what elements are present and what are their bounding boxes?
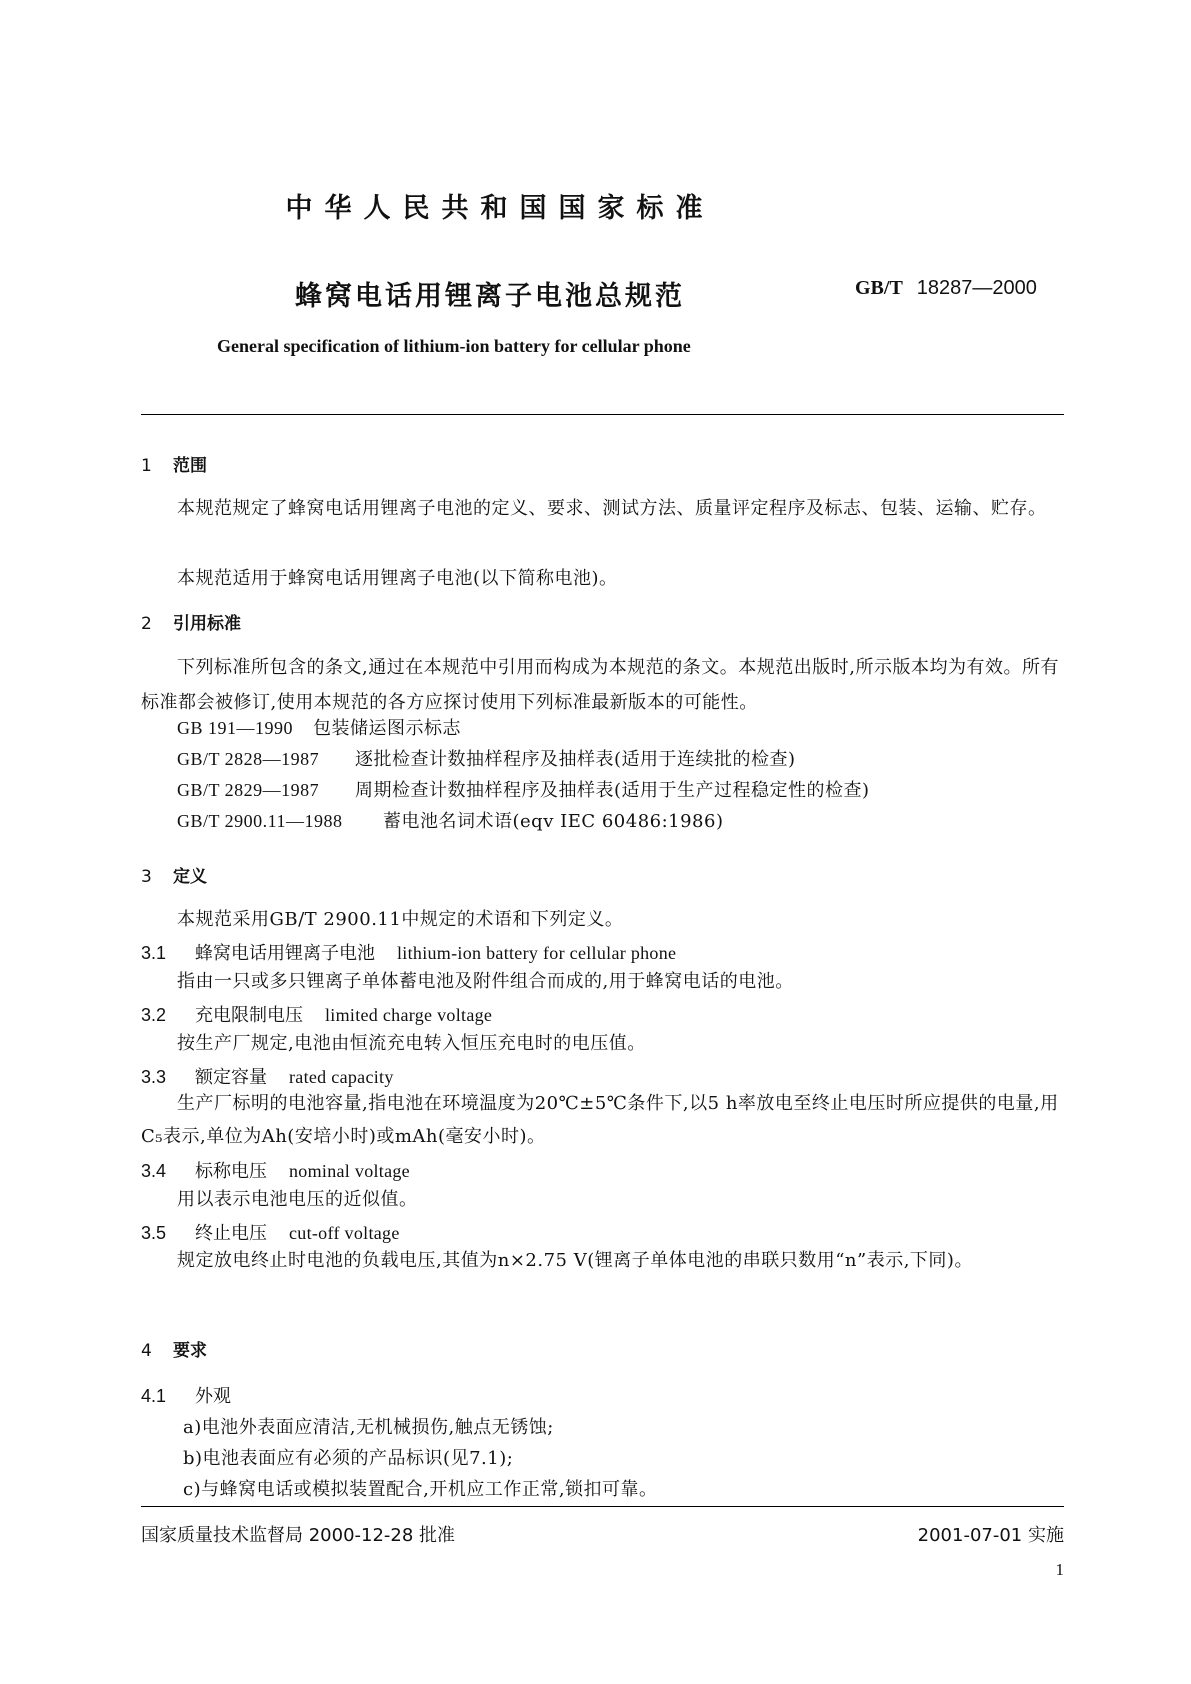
definition-description: 指由一只或多只锂离子单体蓄电池及附件组合而成的,用于蜂窝电话的电池。 — [177, 971, 794, 992]
subsection-title: 外观 — [195, 1386, 231, 1407]
definition-3-1 — [141, 939, 676, 965]
reference-code: GB 191—1990 — [177, 718, 294, 738]
section-number: 3 — [141, 867, 152, 887]
section-title: 引用标准 — [173, 614, 241, 634]
definition-term-english: limited charge voltage — [325, 1005, 493, 1025]
section-2-paragraph: 下列标准所包含的条文,通过在本规范中引用而构成为本规范的条文。本规范出版时,所示版本均为有效。所有标准都会被修订,使用本规范的各方应探讨使用下列标准最新版本的可能性。 — [141, 657, 1059, 713]
section-4-heading — [141, 1336, 207, 1361]
section-title: 范围 — [173, 456, 207, 476]
standard-code — [855, 275, 1037, 300]
header-divider — [141, 414, 1064, 415]
definition-description: 规定放电终止时电池的负载电压,其值为n×2.75 V(锂离子单体电池的串联只数用“n”表示,下同)。 — [177, 1250, 973, 1271]
definition-term-english: rated capacity — [289, 1067, 394, 1087]
approval-date: 国家质量技术监督局 2000-12-28 批准 — [141, 1525, 456, 1546]
definition-number: 3.3 — [141, 1067, 167, 1087]
standard-title-english: General specification of lithium-ion battery for cellular phone — [217, 336, 691, 356]
section-number: 1 — [141, 456, 152, 476]
definition-3-5 — [141, 1219, 400, 1245]
subsection-number: 4.1 — [141, 1386, 167, 1406]
standard-title-chinese: 蜂窝电话用锂离子电池总规范 — [295, 281, 685, 312]
standard-code-prefix: GB/T — [855, 277, 903, 299]
definition-term: 标称电压 — [195, 1161, 267, 1182]
definition-number: 3.5 — [141, 1223, 167, 1243]
footer-divider — [141, 1506, 1064, 1507]
definition-term: 额定容量 — [195, 1067, 267, 1088]
reference-title: 包装储运图示标志 — [313, 718, 461, 739]
reference-item — [177, 809, 724, 834]
definition-term: 蜂窝电话用锂离子电池 — [195, 943, 375, 964]
definition-term-english: nominal voltage — [289, 1161, 410, 1181]
section-3-intro: 本规范采用GB/T 2900.11中规定的术语和下列定义。 — [177, 909, 624, 930]
reference-code: GB/T 2828—1987 — [177, 749, 320, 769]
reference-title: 周期检查计数抽样程序及抽样表(适用于生产过程稳定性的检查) — [355, 780, 870, 801]
definition-term: 终止电压 — [195, 1223, 267, 1244]
subsection-4-1 — [141, 1382, 231, 1408]
definition-description: 按生产厂规定,电池由恒流充电转入恒压充电时的电压值。 — [177, 1033, 646, 1054]
requirement-item: b)电池表面应有必须的产品标识(见7.1); — [183, 1448, 514, 1469]
section-1-paragraph-1: 本规范规定了蜂窝电话用锂离子电池的定义、要求、测试方法、质量评定程序及标志、包装、运输、贮存。 — [177, 498, 1047, 519]
section-title: 要求 — [173, 1341, 207, 1361]
definition-3-3 — [141, 1063, 394, 1089]
reference-title: 蓄电池名词术语(eqv IEC 60486:1986) — [383, 811, 724, 832]
section-1-paragraph-2: 本规范适用于蜂窝电话用锂离子电池(以下简称电池)。 — [177, 568, 618, 589]
reference-code: GB/T 2829—1987 — [177, 780, 320, 800]
definition-term: 充电限制电压 — [195, 1005, 303, 1026]
national-standard-title: 中华人民共和国国家标准 — [285, 193, 715, 224]
requirement-item: c)与蜂窝电话或模拟装置配合,开机应工作正常,锁扣可靠。 — [183, 1479, 658, 1500]
definition-3-4 — [141, 1157, 410, 1183]
reference-title: 逐批检查计数抽样程序及抽样表(适用于连续批的检查) — [355, 749, 796, 770]
reference-code: GB/T 2900.11—1988 — [177, 811, 343, 831]
definition-description: 生产厂标明的电池容量,指电池在环境温度为20℃±5℃条件下,以5 h率放电至终止电压时所应提供的电量,用C₅表示,单位为Ah(安培小时)或mAh(毫安小时)。 — [141, 1093, 1059, 1147]
implementation-date: 2001-07-01 实施 — [917, 1525, 1064, 1546]
reference-item — [177, 716, 461, 741]
section-1-heading — [141, 451, 207, 476]
definition-term-english: cut-off voltage — [289, 1223, 400, 1243]
page-number: 1 — [1055, 1560, 1064, 1579]
section-2-heading — [141, 609, 241, 634]
definition-description: 用以表示电池电压的近似值。 — [177, 1189, 418, 1210]
definition-number: 3.2 — [141, 1005, 167, 1025]
reference-item — [177, 778, 870, 803]
section-title: 定义 — [173, 867, 207, 887]
requirement-item: a)电池外表面应清洁,无机械损伤,触点无锈蚀; — [183, 1417, 554, 1438]
definition-number: 3.1 — [141, 943, 167, 963]
definition-3-2 — [141, 1001, 492, 1027]
section-number: 4 — [141, 1341, 152, 1361]
section-number: 2 — [141, 614, 152, 634]
section-3-heading — [141, 862, 207, 887]
definition-term-english: lithium-ion battery for cellular phone — [397, 943, 677, 963]
reference-item — [177, 747, 796, 772]
standard-code-number: 18287—2000 — [916, 277, 1037, 299]
definition-number: 3.4 — [141, 1161, 167, 1181]
